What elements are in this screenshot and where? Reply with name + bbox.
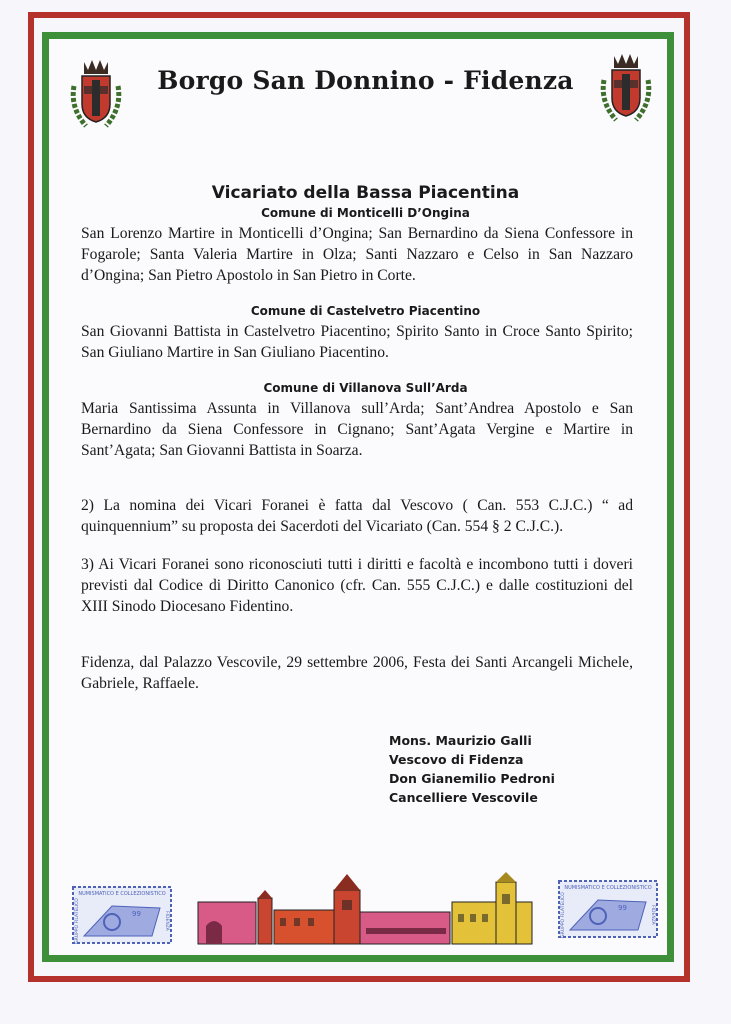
section-heading-villanova: Comune di Villanova Sull’Arda xyxy=(263,381,468,395)
philatelic-stamp-left xyxy=(72,886,172,944)
section-heading-monticelli: Comune di Monticelli D’Ongina xyxy=(261,206,470,220)
section-text-villanova: Maria Santissima Assunta in Villanova sull’Arda; Sant’Andrea Apostolo e San Bernardino da Siena Confessore in Cignano; Sant’Agata Vergine e Martire in Sant’Agata; San Giovanni Battista in Soarza. xyxy=(81,400,633,459)
article-2: 2) La nomina dei Vicari Foranei è fatta dal Vescovo ( Can. 553 C.J.C.) “ ad quinquennium” su proposta dei Sacerdoti del Vicariato (Can. 554 § 2 C.J.C.). xyxy=(81,497,633,535)
stamp-value-left: 99 xyxy=(132,910,141,918)
stamp-side-right: GRUPPO FILATELICO xyxy=(561,892,566,938)
stamp-label-left: NUMISMATICO E COLLEZIONISTICO xyxy=(78,891,166,897)
stamp-side-left: GRUPPO FILATELICO xyxy=(75,898,80,944)
closing-text: Fidenza, dal Palazzo Vescovile, 29 settembre 2006, Festa dei Santi Arcangeli Michele, Gabriele, Raffaele. xyxy=(81,654,633,692)
page-title: Borgo San Donnino - Fidenza xyxy=(157,66,574,95)
signature-title-1: Vescovo di Fidenza xyxy=(389,752,524,767)
vicariate-title: Vicariato della Bassa Piacentina xyxy=(211,183,520,203)
stamp-value-right: 99 xyxy=(618,904,627,912)
section-heading-castelvetro: Comune di Castelvetro Piacentino xyxy=(250,304,481,318)
article-3: 3) Ai Vicari Foranei sono riconosciuti tutti i diritti e facoltà e incombono tutti i doveri previsti dal Codice di Diritto Canonico (cfr. Can. 555 C.J.C.) e dalle costituzioni del XIII Sinodo Diocesano Fidentino. xyxy=(81,556,633,615)
section-text-monticelli: San Lorenzo Martire in Monticelli d’Ongina; San Bernardino da Siena Confessore in Fogarole; Santa Valeria Martire in Olza; Santi Nazzaro e Celso in San Nazzaro d’Ongina; San Pietro Apostolo in San Pietro in Corte. xyxy=(81,225,633,284)
stamp-label-right: NUMISMATICO E COLLEZIONISTICO xyxy=(564,885,652,891)
section-text-castelvetro: San Giovanni Battista in Castelvetro Piacentino; Spirito Santo in Croce Santo Spirito; San Giuliano Martire in San Giuliano Piacentino. xyxy=(81,323,633,361)
signature-name-1: Mons. Maurizio Galli xyxy=(389,733,532,748)
philatelic-stamp-right xyxy=(558,880,658,938)
signature-title-2: Cancelliere Vescovile xyxy=(389,790,538,805)
stamp-side2-right: FIDENZA xyxy=(650,905,655,925)
signature-name-2: Don Gianemilio Pedroni xyxy=(389,771,555,786)
city-skyline-illustration xyxy=(196,870,536,946)
stamp-side2-left: FIDENZA xyxy=(164,911,169,931)
